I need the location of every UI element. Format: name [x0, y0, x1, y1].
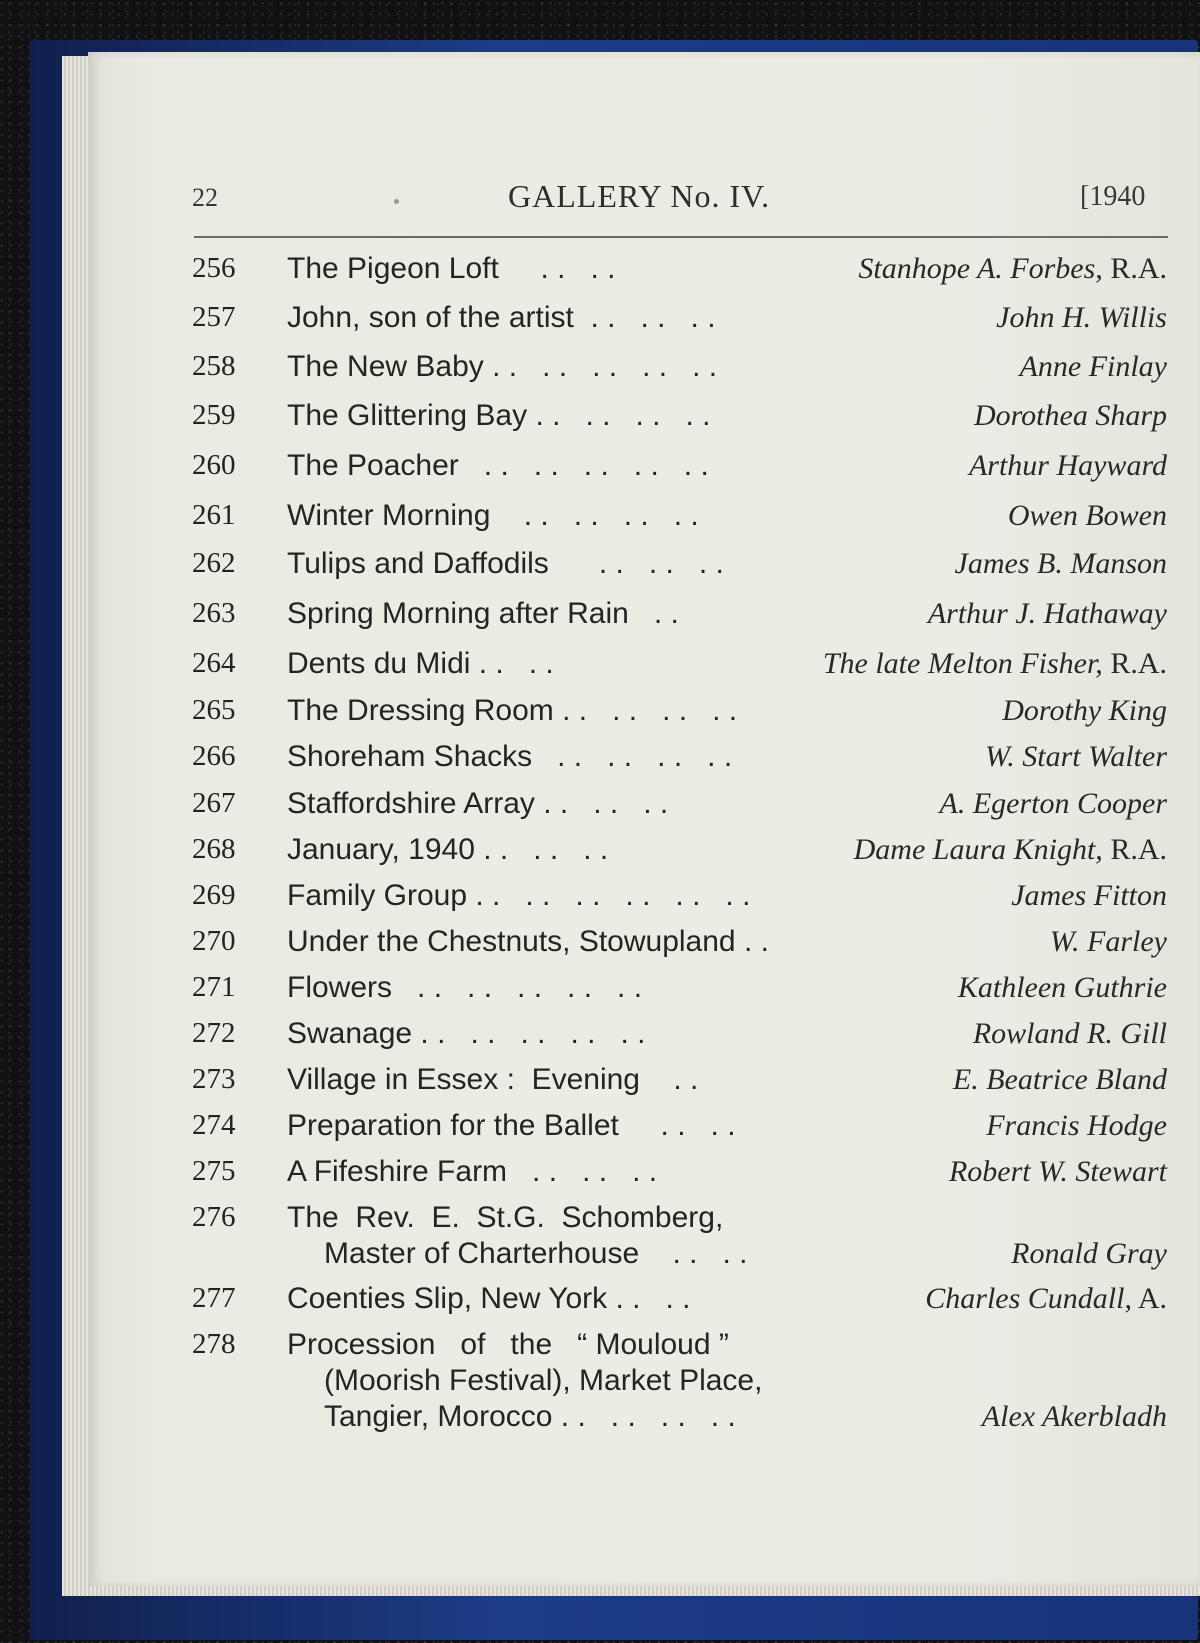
entry-artist	[985, 740, 1167, 774]
entry-artist	[949, 1155, 1167, 1189]
entry-title-line: Under the Chestnuts, Stowupland . .	[287, 925, 769, 958]
entry-number: 264	[192, 647, 236, 679]
entry-title-line: Flowers . . . . . . . . . .	[287, 971, 643, 1004]
entry-number: 265	[192, 694, 236, 726]
catalogue-entry	[0, 1063, 1200, 1115]
entry-number: 272	[192, 1017, 236, 1049]
catalogue-entry	[0, 879, 1200, 931]
entry-artist	[982, 1400, 1167, 1434]
artist-name: Dorothea Sharp	[973, 399, 1167, 432]
entry-artist	[1011, 1237, 1167, 1271]
artist-name: Robert W. Stewart	[948, 1155, 1167, 1188]
entry-title-line: A Fifeshire Farm . . . . . .	[287, 1155, 658, 1188]
catalogue-entry	[0, 597, 1200, 649]
entry-artist	[974, 399, 1167, 433]
artist-name: Owen Bowen	[1007, 499, 1167, 532]
catalogue-entry	[0, 1109, 1200, 1161]
year-label: [1940	[1080, 181, 1146, 212]
entry-title-line: Coenties Slip, New York . . . .	[287, 1282, 691, 1315]
entry-title-line: Shoreham Shacks . . . . . . . .	[287, 740, 733, 773]
catalogue-entry	[0, 740, 1200, 792]
catalogue-entry	[0, 647, 1200, 699]
entry-title-line: (Moorish Festival), Market Place,	[324, 1364, 763, 1397]
entry-number: 258	[192, 350, 236, 382]
entry-artist	[1050, 925, 1167, 959]
entry-number: 275	[192, 1155, 236, 1187]
ornament-dot	[394, 199, 399, 204]
entry-title-line: Spring Morning after Rain . .	[287, 597, 679, 630]
entry-artist	[854, 833, 1167, 867]
entry-artist	[996, 301, 1167, 335]
entry-artist	[925, 1282, 1167, 1316]
catalogue-entry	[0, 694, 1200, 746]
artist-name: Dame Laura Knight,	[853, 833, 1103, 866]
entry-number: 267	[192, 787, 236, 819]
artist-name: A. Egerton Cooper	[939, 787, 1167, 820]
entry-number: 276	[192, 1201, 236, 1233]
artist-suffix: R.A.	[1102, 252, 1167, 285]
entry-artist	[958, 971, 1167, 1005]
entry-number: 260	[192, 449, 236, 481]
running-head	[0, 0, 1200, 240]
entry-title-line: The Dressing Room . . . . . . . .	[287, 694, 738, 727]
entry-number: 257	[192, 301, 236, 333]
header-rule	[194, 236, 1168, 238]
catalogue-entry	[0, 350, 1200, 402]
artist-name: W. Start Walter	[985, 740, 1167, 773]
artist-name: Charles Cundall,	[925, 1282, 1132, 1315]
artist-name: E. Beatrice Bland	[952, 1063, 1167, 1096]
catalogue-entry	[0, 833, 1200, 885]
entry-number: 261	[192, 499, 236, 531]
entry-artist	[1008, 499, 1167, 533]
entry-title-line: The Rev. E. St.G. Schomberg,	[287, 1201, 724, 1234]
catalogue-entry	[0, 399, 1200, 451]
entry-title-line: Preparation for the Ballet . . . .	[287, 1109, 736, 1142]
entry-artist	[986, 1109, 1167, 1143]
artist-name: The late Melton Fisher,	[822, 647, 1103, 680]
entry-number: 268	[192, 833, 236, 865]
entry-artist	[1011, 879, 1167, 913]
entry-artist	[940, 787, 1167, 821]
entry-title-line: Tulips and Daffodils . . . . . .	[287, 547, 724, 580]
entry-title-line: Winter Morning . . . . . . . .	[287, 499, 699, 532]
entry-artist	[1002, 694, 1167, 728]
artist-name: Arthur J. Hathaway	[927, 597, 1167, 630]
entry-number: 269	[192, 879, 236, 911]
artist-name: John H. Willis	[996, 301, 1167, 334]
entry-number: 262	[192, 547, 236, 579]
entry-title-line: Staffordshire Array . . . . . .	[287, 787, 669, 820]
artist-suffix: R.A.	[1102, 647, 1167, 680]
artist-name: Arthur Hayward	[968, 449, 1167, 482]
artist-name: Kathleen Guthrie	[957, 971, 1167, 1004]
entry-number: 271	[192, 971, 236, 1003]
catalogue-entry	[0, 1282, 1200, 1334]
catalogue-entry	[0, 252, 1200, 304]
artist-suffix: A.	[1131, 1282, 1167, 1315]
entry-artist	[858, 252, 1167, 286]
entry-number: 270	[192, 925, 236, 957]
catalogue-entry	[0, 547, 1200, 599]
entry-title-line: Procession of the “ Mouloud ”	[287, 1328, 729, 1361]
catalogue-entry	[0, 1155, 1200, 1207]
entry-title-line: The Pigeon Loft . . . .	[287, 252, 616, 285]
entry-title-line: January, 1940 . . . . . .	[287, 833, 609, 866]
catalogue-entry	[0, 499, 1200, 551]
entry-title-line: Master of Charterhouse . . . .	[324, 1237, 748, 1270]
entry-title-line: The Poacher . . . . . . . . . .	[287, 449, 709, 482]
entry-title-line: Dents du Midi . . . .	[287, 647, 554, 680]
entry-title-line: Village in Essex : Evening . .	[287, 1063, 699, 1096]
catalogue-entry	[0, 925, 1200, 977]
entry-artist	[823, 647, 1167, 681]
page-number: 22	[192, 183, 218, 212]
entry-title-line: The New Baby . . . . . . . . . .	[287, 350, 718, 383]
entry-number: 278	[192, 1328, 236, 1360]
artist-name: W. Farley	[1049, 925, 1167, 958]
entry-artist	[953, 1063, 1167, 1097]
catalogue-entry	[0, 971, 1200, 1023]
entry-number: 263	[192, 597, 236, 629]
page-title: GALLERY No. IV.	[508, 178, 771, 214]
catalogue-entry	[0, 787, 1200, 839]
artist-suffix: R.A.	[1102, 833, 1167, 866]
entry-title-line: Tangier, Morocco . . . . . . . .	[324, 1400, 736, 1433]
catalogue-entry	[0, 1328, 1200, 1433]
entry-title-line: Family Group . . . . . . . . . . . .	[287, 879, 751, 912]
artist-name: James B. Manson	[954, 547, 1167, 580]
entry-number: 273	[192, 1063, 236, 1095]
catalogue-entry	[0, 1017, 1200, 1069]
artist-name: Dorothy King	[1002, 694, 1167, 727]
artist-name: Francis Hodge	[986, 1109, 1167, 1142]
entry-number: 259	[192, 399, 236, 431]
entry-title-line: John, son of the artist . . . . . .	[287, 301, 716, 334]
artist-name: Anne Finlay	[1019, 350, 1167, 383]
entry-artist	[969, 449, 1167, 483]
artist-name: Alex Akerbladh	[981, 1400, 1167, 1433]
artist-name: Ronald Gray	[1011, 1237, 1167, 1270]
artist-name: Stanhope A. Forbes,	[858, 252, 1103, 285]
artist-name: Rowland R. Gill	[972, 1017, 1167, 1050]
catalogue-entry	[0, 1201, 1200, 1270]
catalogue-entry	[0, 449, 1200, 501]
entry-number: 256	[192, 252, 236, 284]
catalogue-entry	[0, 301, 1200, 353]
entry-number: 266	[192, 740, 236, 772]
artist-name: James Fitton	[1011, 879, 1167, 912]
entry-artist	[1020, 350, 1167, 384]
entry-number: 277	[192, 1282, 236, 1314]
entry-title-line: Swanage . . . . . . . . . .	[287, 1017, 646, 1050]
entry-artist	[973, 1017, 1167, 1051]
entry-artist	[955, 547, 1167, 581]
entry-number: 274	[192, 1109, 236, 1141]
entry-title-line: The Glittering Bay . . . . . . . .	[287, 399, 711, 432]
entry-artist	[928, 597, 1167, 631]
